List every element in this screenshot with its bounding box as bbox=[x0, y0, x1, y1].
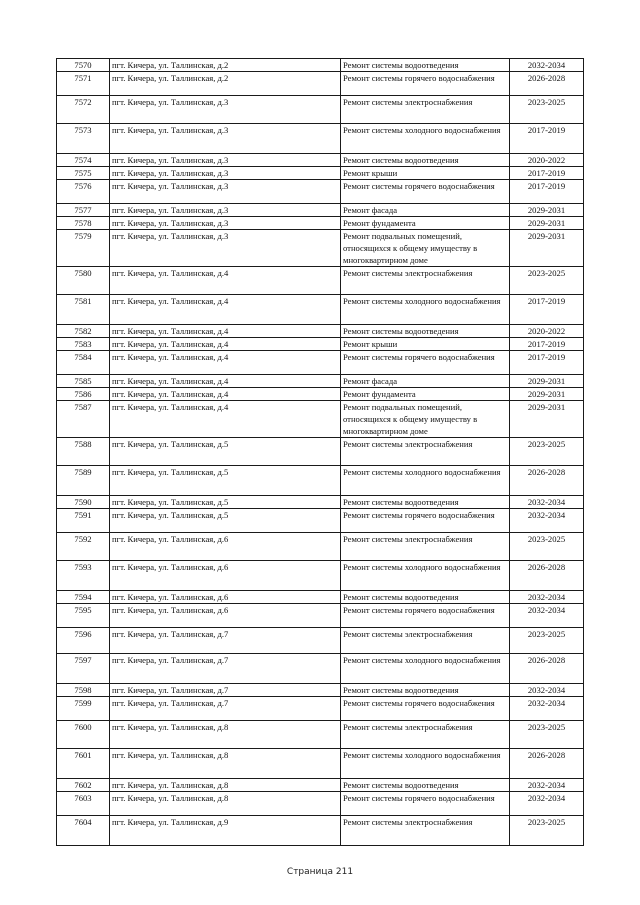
work-type-cell: Ремонт системы электроснабжения bbox=[341, 721, 510, 749]
table-row bbox=[57, 749, 584, 779]
address-cell: пгт. Кичера, ул. Таллинская, д.7 bbox=[110, 697, 341, 721]
row-number: 7575 bbox=[57, 167, 110, 180]
row-number: 7571 bbox=[57, 72, 110, 96]
address-cell: пгт. Кичера, ул. Таллинская, д.7 bbox=[110, 654, 341, 684]
period-cell: 2023-2025 bbox=[510, 533, 584, 561]
work-type-cell: Ремонт системы водоотведения bbox=[341, 154, 510, 167]
table-row bbox=[57, 154, 584, 167]
work-type-cell: Ремонт системы холодного водоснабжения bbox=[341, 654, 510, 684]
address-cell: пгт. Кичера, ул. Таллинская, д.9 bbox=[110, 816, 341, 846]
table-row bbox=[57, 438, 584, 466]
address-cell: пгт. Кичера, ул. Таллинская, д.4 bbox=[110, 375, 341, 388]
row-number: 7576 bbox=[57, 180, 110, 204]
address-cell: пгт. Кичера, ул. Таллинская, д.2 bbox=[110, 72, 341, 96]
work-type-cell: Ремонт системы водоотведения bbox=[341, 591, 510, 604]
work-type-cell: Ремонт фасада bbox=[341, 375, 510, 388]
period-cell: 2017-2019 bbox=[510, 338, 584, 351]
table-row bbox=[57, 816, 584, 846]
work-type-cell: Ремонт фасада bbox=[341, 204, 510, 217]
work-type-cell: Ремонт крыши bbox=[341, 167, 510, 180]
table-row bbox=[57, 72, 584, 96]
table-row bbox=[57, 628, 584, 654]
period-cell: 2026-2028 bbox=[510, 654, 584, 684]
row-number: 7586 bbox=[57, 388, 110, 401]
address-cell: пгт. Кичера, ул. Таллинская, д.5 bbox=[110, 466, 341, 496]
period-cell: 2020-2022 bbox=[510, 325, 584, 338]
period-cell: 2023-2025 bbox=[510, 628, 584, 654]
table-row bbox=[57, 496, 584, 509]
address-cell: пгт. Кичера, ул. Таллинская, д.3 bbox=[110, 180, 341, 204]
table-row bbox=[57, 654, 584, 684]
address-cell: пгт. Кичера, ул. Таллинская, д.8 bbox=[110, 749, 341, 779]
address-cell: пгт. Кичера, ул. Таллинская, д.5 bbox=[110, 438, 341, 466]
work-type-cell: Ремонт системы электроснабжения bbox=[341, 438, 510, 466]
row-number: 7594 bbox=[57, 591, 110, 604]
work-type-cell: Ремонт системы горячего водоснабжения bbox=[341, 697, 510, 721]
period-cell: 2017-2019 bbox=[510, 351, 584, 375]
address-cell: пгт. Кичера, ул. Таллинская, д.8 bbox=[110, 792, 341, 816]
row-number: 7595 bbox=[57, 604, 110, 628]
period-cell: 2023-2025 bbox=[510, 96, 584, 124]
table-row bbox=[57, 267, 584, 295]
address-cell: пгт. Кичера, ул. Таллинская, д.5 bbox=[110, 509, 341, 533]
work-type-cell: Ремонт системы электроснабжения bbox=[341, 267, 510, 295]
table-row bbox=[57, 295, 584, 325]
address-cell: пгт. Кичера, ул. Таллинская, д.3 bbox=[110, 167, 341, 180]
work-type-cell: Ремонт системы горячего водоснабжения bbox=[341, 180, 510, 204]
table-row bbox=[57, 466, 584, 496]
row-number: 7593 bbox=[57, 561, 110, 591]
table-row bbox=[57, 401, 584, 438]
address-cell: пгт. Кичера, ул. Таллинская, д.3 bbox=[110, 230, 341, 267]
address-cell: пгт. Кичера, ул. Таллинская, д.8 bbox=[110, 721, 341, 749]
period-cell: 2026-2028 bbox=[510, 72, 584, 96]
row-number: 7603 bbox=[57, 792, 110, 816]
row-number: 7599 bbox=[57, 697, 110, 721]
table-row bbox=[57, 217, 584, 230]
address-cell: пгт. Кичера, ул. Таллинская, д.7 bbox=[110, 628, 341, 654]
work-type-cell: Ремонт системы электроснабжения bbox=[341, 533, 510, 561]
row-number: 7597 bbox=[57, 654, 110, 684]
period-cell: 2023-2025 bbox=[510, 721, 584, 749]
address-cell: пгт. Кичера, ул. Таллинская, д.4 bbox=[110, 401, 341, 438]
period-cell: 2017-2019 bbox=[510, 295, 584, 325]
table-row bbox=[57, 604, 584, 628]
period-cell: 2029-2031 bbox=[510, 217, 584, 230]
row-number: 7591 bbox=[57, 509, 110, 533]
period-cell: 2026-2028 bbox=[510, 466, 584, 496]
row-number: 7596 bbox=[57, 628, 110, 654]
row-number: 7601 bbox=[57, 749, 110, 779]
row-number: 7585 bbox=[57, 375, 110, 388]
work-type-cell: Ремонт системы холодного водоснабжения bbox=[341, 124, 510, 154]
work-type-cell: Ремонт системы холодного водоснабжения bbox=[341, 466, 510, 496]
table-row bbox=[57, 124, 584, 154]
table-row bbox=[57, 684, 584, 697]
address-cell: пгт. Кичера, ул. Таллинская, д.6 bbox=[110, 604, 341, 628]
address-cell: пгт. Кичера, ул. Таллинская, д.6 bbox=[110, 561, 341, 591]
row-number: 7602 bbox=[57, 779, 110, 792]
address-cell: пгт. Кичера, ул. Таллинская, д.4 bbox=[110, 351, 341, 375]
row-number: 7579 bbox=[57, 230, 110, 267]
address-cell: пгт. Кичера, ул. Таллинская, д.3 bbox=[110, 217, 341, 230]
address-cell: пгт. Кичера, ул. Таллинская, д.4 bbox=[110, 338, 341, 351]
page-number: Страница 211 bbox=[286, 867, 354, 877]
table-row bbox=[57, 96, 584, 124]
period-cell: 2023-2025 bbox=[510, 267, 584, 295]
period-cell: 2020-2022 bbox=[510, 154, 584, 167]
work-type-cell: Ремонт системы электроснабжения bbox=[341, 816, 510, 846]
work-type-cell: Ремонт фундамента bbox=[341, 217, 510, 230]
period-cell: 2023-2025 bbox=[510, 816, 584, 846]
row-number: 7584 bbox=[57, 351, 110, 375]
table-row bbox=[57, 325, 584, 338]
work-type-cell: Ремонт системы электроснабжения bbox=[341, 628, 510, 654]
table-row bbox=[57, 230, 584, 267]
work-type-cell: Ремонт системы горячего водоснабжения bbox=[341, 351, 510, 375]
period-cell: 2029-2031 bbox=[510, 230, 584, 267]
address-cell: пгт. Кичера, ул. Таллинская, д.4 bbox=[110, 325, 341, 338]
row-number: 7604 bbox=[57, 816, 110, 846]
row-number: 7592 bbox=[57, 533, 110, 561]
table-row bbox=[57, 591, 584, 604]
period-cell: 2032-2034 bbox=[510, 591, 584, 604]
address-cell: пгт. Кичера, ул. Таллинская, д.4 bbox=[110, 388, 341, 401]
row-number: 7574 bbox=[57, 154, 110, 167]
period-cell: 2029-2031 bbox=[510, 401, 584, 438]
work-type-cell: Ремонт подвальных помещений, относящихся к общему имуществу в многоквартирном доме bbox=[341, 401, 510, 438]
row-number: 7600 bbox=[57, 721, 110, 749]
period-cell: 2032-2034 bbox=[510, 509, 584, 533]
work-type-cell: Ремонт системы водоотведения bbox=[341, 59, 510, 72]
work-type-cell: Ремонт крыши bbox=[341, 338, 510, 351]
table-row bbox=[57, 509, 584, 533]
period-cell: 2032-2034 bbox=[510, 779, 584, 792]
table-row bbox=[57, 388, 584, 401]
period-cell: 2017-2019 bbox=[510, 180, 584, 204]
row-number: 7570 bbox=[57, 59, 110, 72]
table-row bbox=[57, 561, 584, 591]
row-number: 7588 bbox=[57, 438, 110, 466]
period-cell: 2032-2034 bbox=[510, 59, 584, 72]
address-cell: пгт. Кичера, ул. Таллинская, д.4 bbox=[110, 295, 341, 325]
work-type-cell: Ремонт системы водоотведения bbox=[341, 325, 510, 338]
table-row bbox=[57, 204, 584, 217]
table-row bbox=[57, 167, 584, 180]
address-cell: пгт. Кичера, ул. Таллинская, д.8 bbox=[110, 779, 341, 792]
table-row bbox=[57, 792, 584, 816]
work-type-cell: Ремонт системы горячего водоснабжения bbox=[341, 792, 510, 816]
row-number: 7581 bbox=[57, 295, 110, 325]
work-type-cell: Ремонт фундамента bbox=[341, 388, 510, 401]
table-body bbox=[57, 59, 584, 846]
address-cell: пгт. Кичера, ул. Таллинская, д.3 bbox=[110, 96, 341, 124]
period-cell: 2032-2034 bbox=[510, 697, 584, 721]
table-row bbox=[57, 533, 584, 561]
address-cell: пгт. Кичера, ул. Таллинская, д.3 bbox=[110, 204, 341, 217]
repair-schedule-table bbox=[56, 58, 584, 846]
work-type-cell: Ремонт системы водоотведения bbox=[341, 496, 510, 509]
work-type-cell: Ремонт системы горячего водоснабжения bbox=[341, 604, 510, 628]
address-cell: пгт. Кичера, ул. Таллинская, д.2 bbox=[110, 59, 341, 72]
row-number: 7587 bbox=[57, 401, 110, 438]
period-cell: 2032-2034 bbox=[510, 496, 584, 509]
row-number: 7580 bbox=[57, 267, 110, 295]
row-number: 7578 bbox=[57, 217, 110, 230]
table-row bbox=[57, 338, 584, 351]
row-number: 7573 bbox=[57, 124, 110, 154]
row-number: 7582 bbox=[57, 325, 110, 338]
table-row bbox=[57, 375, 584, 388]
period-cell: 2023-2025 bbox=[510, 438, 584, 466]
address-cell: пгт. Кичера, ул. Таллинская, д.6 bbox=[110, 533, 341, 561]
row-number: 7583 bbox=[57, 338, 110, 351]
period-cell: 2032-2034 bbox=[510, 792, 584, 816]
work-type-cell: Ремонт системы горячего водоснабжения bbox=[341, 509, 510, 533]
work-type-cell: Ремонт системы холодного водоснабжения bbox=[341, 295, 510, 325]
address-cell: пгт. Кичера, ул. Таллинская, д.3 bbox=[110, 154, 341, 167]
period-cell: 2029-2031 bbox=[510, 204, 584, 217]
work-type-cell: Ремонт системы холодного водоснабжения bbox=[341, 561, 510, 591]
table-row bbox=[57, 351, 584, 375]
table-row bbox=[57, 180, 584, 204]
period-cell: 2017-2019 bbox=[510, 124, 584, 154]
work-type-cell: Ремонт подвальных помещений, относящихся к общему имуществу в многоквартирном доме bbox=[341, 230, 510, 267]
row-number: 7598 bbox=[57, 684, 110, 697]
work-type-cell: Ремонт системы горячего водоснабжения bbox=[341, 72, 510, 96]
row-number: 7577 bbox=[57, 204, 110, 217]
table-row bbox=[57, 697, 584, 721]
period-cell: 2026-2028 bbox=[510, 749, 584, 779]
work-type-cell: Ремонт системы водоотведения bbox=[341, 684, 510, 697]
work-type-cell: Ремонт системы электроснабжения bbox=[341, 96, 510, 124]
work-type-cell: Ремонт системы холодного водоснабжения bbox=[341, 749, 510, 779]
table-row bbox=[57, 59, 584, 72]
row-number: 7590 bbox=[57, 496, 110, 509]
row-number: 7589 bbox=[57, 466, 110, 496]
table-row bbox=[57, 721, 584, 749]
period-cell: 2032-2034 bbox=[510, 684, 584, 697]
work-type-cell: Ремонт системы водоотведения bbox=[341, 779, 510, 792]
row-number: 7572 bbox=[57, 96, 110, 124]
period-cell: 2017-2019 bbox=[510, 167, 584, 180]
period-cell: 2029-2031 bbox=[510, 388, 584, 401]
period-cell: 2029-2031 bbox=[510, 375, 584, 388]
address-cell: пгт. Кичера, ул. Таллинская, д.4 bbox=[110, 267, 341, 295]
period-cell: 2032-2034 bbox=[510, 604, 584, 628]
address-cell: пгт. Кичера, ул. Таллинская, д.7 bbox=[110, 684, 341, 697]
address-cell: пгт. Кичера, ул. Таллинская, д.3 bbox=[110, 124, 341, 154]
address-cell: пгт. Кичера, ул. Таллинская, д.6 bbox=[110, 591, 341, 604]
address-cell: пгт. Кичера, ул. Таллинская, д.5 bbox=[110, 496, 341, 509]
period-cell: 2026-2028 bbox=[510, 561, 584, 591]
table-row bbox=[57, 779, 584, 792]
